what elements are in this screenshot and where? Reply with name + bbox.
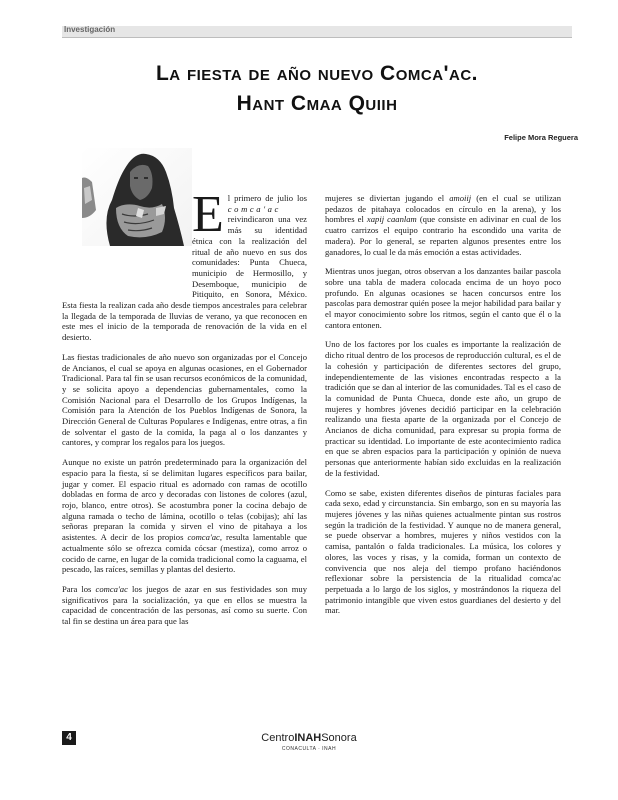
paragraph: Aunque no existe un patrón predeterminado para la organización del espacio para la fiesta, sí se delimitan lugares específicos para bailar, jugar y comer. El espacio ritual es adornado con ramas de ocotillo dobladas en forma de arco y decoradas con listones de colores (azul, rojo, blanco, entre otros). Se acostumbra poner la cocina debajo de alguna ramada o techo de lámina, ocotillo o telas (cobijas); ahí las señoras preparan la comida y sirven el vino de pitahaya a los asistentes. A decir de los propios comca'ac, resulta lamentable que actualmente sólo se ofrezca comida cócsar (mestiza), como arroz o cocido de carne, en lugar de la comida tradicional como la caguama, el pescado, las raíces, semillas y plantas del desierto.	[62, 457, 308, 575]
paragraph: Uno de los factores por los cuales es importante la realización de dicho ritual dentro de los procesos de reproducción cultural, es el de la cohesión y participación de diferentes sectores del grupo, independientemente de las visiones encontradas respecto a la tradición que se dan al interior de las comunidades. Tal es el caso de la comunidad de Punta Chueca, donde este año, un grupo de mujeres y hombres jóvenes decidió participar en la celebración realizando una fiesta aparte de la organizada por el Concejo de Ancianos de dicha comunidad, para expresar su propia forma de practicar su identidad. Lo importante de este acontecimiento radica en que se abren espacios para la participación y opinión de nueva personas que anteriormente habían sido excluidas en la realización de la festividad.	[325, 339, 561, 478]
footer-subtitle: CONACULTA · INAH	[281, 746, 337, 752]
paragraph: mujeres se diviertan jugando el amoiij (en el cual se utilizan pedazos de pitahaya colocados en círculo en la arena), y los hombres el xapij caanlam (que consiste en adivinar en cual de los cuatro carrizos el equipo contrario ha escondido una varita de madera). Por lo general, se reparten algunos presentes entre los ganadores, lo cual le da más emoción a estas actividades.	[325, 193, 561, 257]
left-text-column	[62, 186, 308, 636]
article-title-line-2: Hant Cmaa Quiih	[236, 92, 398, 115]
paragraph: Como se sabe, existen diferentes diseños de pinturas faciales para cada sexo, edad y circunstancia. Sin embargo, son en su mayoría las mujeres jóvenes y las niñas quienes actualmente pintan sus rostros según la tradición de la festividad. Y aunque no de manera general, se puede observar a hombres, mujeres y niños vestidos con la camisa, pantalón o falda tradicionales. La música, los colores y olores, las voces y risas, y la comida, forman un contexto de convivencia que nos aleja del tiempo profano haciéndonos reflexionar sobre la persistencia de la ritualidad comca'ac perpetuada a lo largo de los siglos, y mostrándonos la riqueza del patrimonio intangible que viven estos guardianes del desierto y del mar.	[325, 487, 561, 616]
article-title-line-1: La fiesta de año nuevo Comca'ac.	[155, 62, 479, 85]
paragraph: Las fiestas tradicionales de año nuevo son organizadas por el Concejo de Ancianos, el cual se apoya en algunas ocasiones, en el Gobernador Tradicional. Para tal fin se usan recursos económicos de la comunidad, y se solicita apoyo a dependencias gubernamentales, como la Comisión Nacional para el Desarrollo de los Grupos Indígenas, la Comisión para la Atención de los Pueblos Indígenas de Sonora, la Dirección General de Culturas Populares e Indígenas, entre otras, a fin de solventar el gasto de la comida, la paga al o los danzantes y cantores, y comprar los regalos para los juegos.	[62, 351, 307, 448]
centro-inah-sonora-logo: CentroINAHSonora	[261, 732, 357, 744]
paragraph: Mientras unos juegan, otros observan a los danzantes bailar pascola sobre una tabla de madera colocada encima de un hoyo poco profundo. En algunas ocasiones se hacen concursos entre los pascolas para demostrar quién posee la mejor habilidad para bailar y el mayor conocimiento sobre los ritmos, según el canto que él o la cantora entonen.	[325, 266, 561, 330]
section-label: Investigación	[64, 25, 116, 34]
paragraph: E l primero de julio los comca'ac reivindicaron una vez más su identidad étnica con la realización del ritual de año nuevo en sus dos comunidades: Punta Chueca, municipio de Hermosillo, y Desemboque, municipio de Pitiquito, en Sonora, México. Esta fiesta la realizan cada año desde tiempos ancestrales para celebrar la llegada de la temporada de lluvias de verano, ya que reconocen en este mes el inicio de la temporada de renovación de la vida en el desierto.	[62, 186, 307, 343]
right-text-column	[325, 193, 561, 625]
drop-cap: E	[192, 186, 224, 243]
section-header-bar	[62, 26, 572, 38]
author-byline: Felipe Mora Reguera	[504, 133, 578, 142]
page-number: 4	[62, 731, 76, 745]
paragraph: Para los comca'ac los juegos de azar en sus festividades son muy significativos para la socialización, ya que en ellos se muestra la capacidad de concentración de las personas, así como su suerte. Con tal fin se destina un área para que las	[62, 583, 307, 627]
